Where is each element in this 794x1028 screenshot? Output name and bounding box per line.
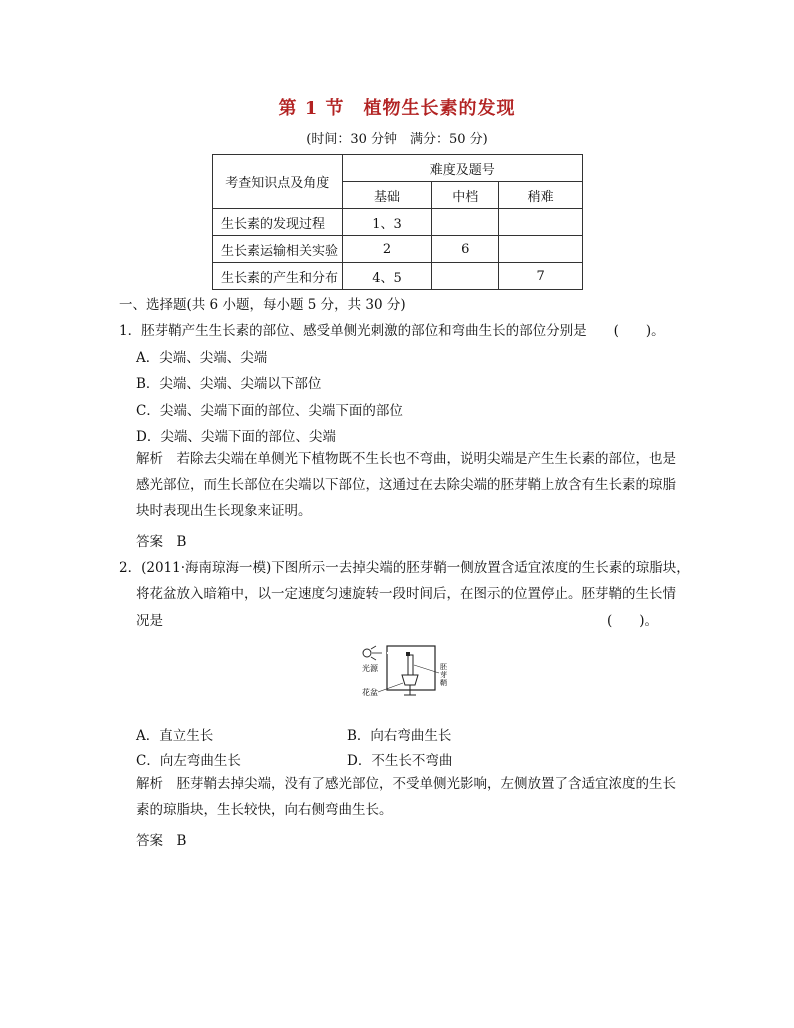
flowerpot-shape — [402, 675, 418, 685]
value-cell — [432, 209, 499, 236]
experiment-figure — [360, 643, 460, 701]
coleoptile-label-2: 芽 — [440, 671, 447, 679]
dark-box — [387, 646, 435, 690]
table-row — [213, 209, 583, 236]
topic-cell: 生长素的发现过程 — [213, 209, 343, 236]
level-header: 稍难 — [499, 182, 583, 209]
topic-cell: 生长素的产生和分布 — [213, 263, 343, 290]
question-1-option-c: C．尖端、尖端下面的部位、尖端下面的部位 — [136, 403, 403, 419]
knowledge-table — [212, 154, 583, 290]
coleoptile-label-1: 胚 — [440, 663, 447, 671]
value-cell: 2 — [342, 236, 432, 263]
question-2-stem-line-3: 况是 — [136, 613, 163, 629]
question-2-answer-blank: ( )。 — [607, 613, 659, 629]
table-row — [213, 263, 583, 290]
value-cell: 6 — [432, 236, 499, 263]
light-source-icon — [363, 649, 371, 657]
light-label: 光源 — [362, 664, 378, 673]
coleoptile-shape — [408, 655, 413, 675]
value-cell: 4、5 — [342, 263, 432, 290]
question-2-option-c: C．向左弯曲生长 — [136, 753, 241, 769]
coleoptile-label-3: 鞘 — [440, 679, 447, 687]
question-1-option-b: B．尖端、尖端、尖端以下部位 — [136, 376, 322, 392]
question-2-analysis: 解析 胚芽鞘去掉尖端，没有了感光部位，不受单侧光影响，左侧放置了含适宜浓度的生长素的琼脂块，生长较快，向右侧弯曲生长。 — [136, 776, 676, 818]
value-cell — [499, 209, 583, 236]
value-cell — [432, 263, 499, 290]
question-2-stem-line-2: 将花盆放入暗箱中，以一定速度匀速旋转一段时间后，在图示的位置停止。胚芽鞘的生长情 — [136, 586, 676, 602]
value-cell — [499, 236, 583, 263]
topic-cell: 生长素运输相关实验 — [213, 236, 343, 263]
page-subtitle: (时间：30 分钟 满分：50 分) — [306, 132, 488, 147]
table-corner-header: 考查知识点及角度 — [213, 155, 343, 209]
question-2-option-d: D．不生长不弯曲 — [347, 753, 453, 769]
table-group-header: 难度及题号 — [342, 155, 582, 182]
level-header: 中档 — [432, 182, 499, 209]
question-2-answer: 答案 B — [136, 833, 187, 849]
table-row — [213, 236, 583, 263]
question-1-stem: 1．胚芽鞘产生生长素的部位、感受单侧光刺激的部位和弯曲生长的部位分别是 ( )。 — [119, 323, 665, 339]
question-1-option-a: A．尖端、尖端、尖端 — [136, 350, 268, 366]
agar-block — [406, 652, 410, 656]
question-1-analysis: 解析 若除去尖端在单侧光下植物既不生长也不弯曲，说明尖端是产生生长素的部位，也是感光部位，而生长部位在尖端以下部位，这通过在去除尖端的胚芽鞘上放含有生长素的琼脂块时表现出生长现象来证明。 — [136, 451, 676, 519]
value-cell: 1、3 — [342, 209, 432, 236]
page-title: 第 1 节 植物生长素的发现 — [278, 98, 516, 119]
pot-label: 花盆 — [362, 688, 378, 697]
value-cell: 7 — [499, 263, 583, 290]
question-2-stem-line-1: 2．(2011·海南琼海一模)下图所示一去掉尖端的胚芽鞘一侧放置含适宜浓度的生长素的琼脂块， — [119, 560, 690, 576]
question-1-answer: 答案 B — [136, 534, 187, 550]
section-heading: 一、选择题(共 6 小题，每小题 5 分，共 30 分) — [119, 297, 406, 313]
question-2-option-b: B．向右弯曲生长 — [347, 728, 452, 744]
question-2-option-a: A．直立生长 — [136, 728, 214, 744]
question-1-option-d: D．尖端、尖端下面的部位、尖端 — [136, 429, 336, 445]
level-header: 基础 — [342, 182, 432, 209]
